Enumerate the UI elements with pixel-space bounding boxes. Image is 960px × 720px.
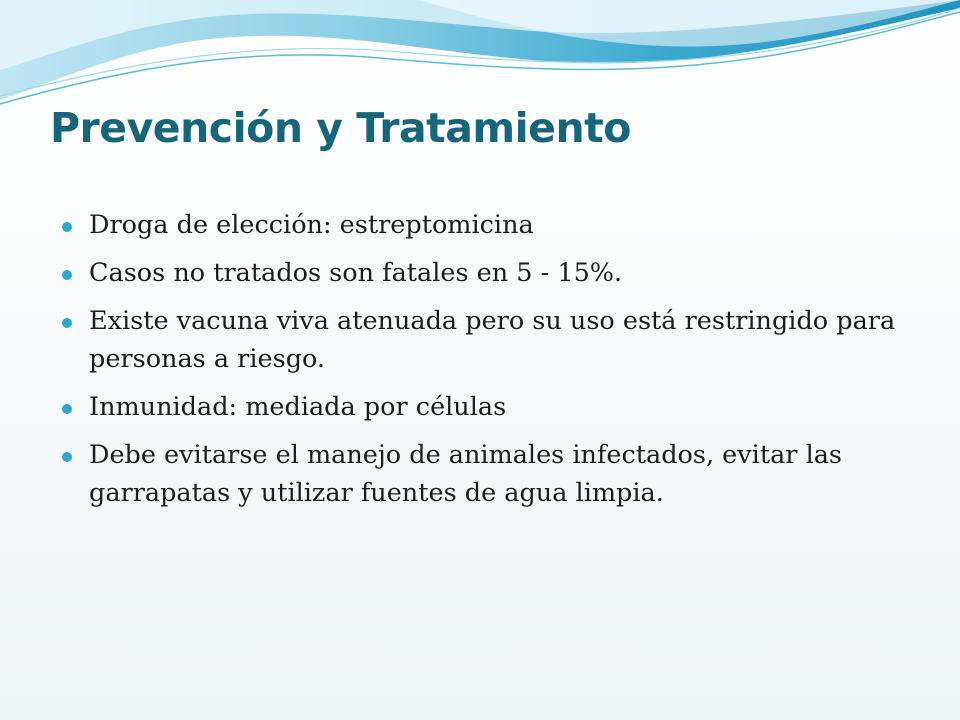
bullet-text: Existe vacuna viva atenuada pero su uso está restringido para personas a riesgo.: [89, 306, 896, 374]
bullet-dot-icon: [62, 318, 72, 328]
bullet-list: [62, 206, 922, 522]
bullet-text: Droga de elección: estreptomicina: [89, 210, 534, 240]
bullet-dot-icon: [62, 270, 72, 280]
bullet-text: Inmunidad: mediada por células: [89, 392, 507, 422]
bullet-dot-icon: [62, 404, 72, 414]
list-item: [62, 436, 922, 512]
bullet-dot-icon: [62, 452, 72, 462]
bullet-text: Debe evitarse el manejo de animales infectados, evitar las garrapatas y utilizar fuentes de agua limpia.: [89, 440, 843, 508]
list-item: [62, 254, 922, 292]
bullet-dot-icon: [62, 222, 72, 232]
header-wave-decoration: [0, 0, 960, 120]
slide-title: Prevención y Tratamiento: [50, 104, 631, 152]
list-item: [62, 302, 922, 378]
list-item: [62, 388, 922, 426]
bullet-text: Casos no tratados son fatales en 5 - 15%.: [89, 258, 623, 288]
list-item: [62, 206, 922, 244]
